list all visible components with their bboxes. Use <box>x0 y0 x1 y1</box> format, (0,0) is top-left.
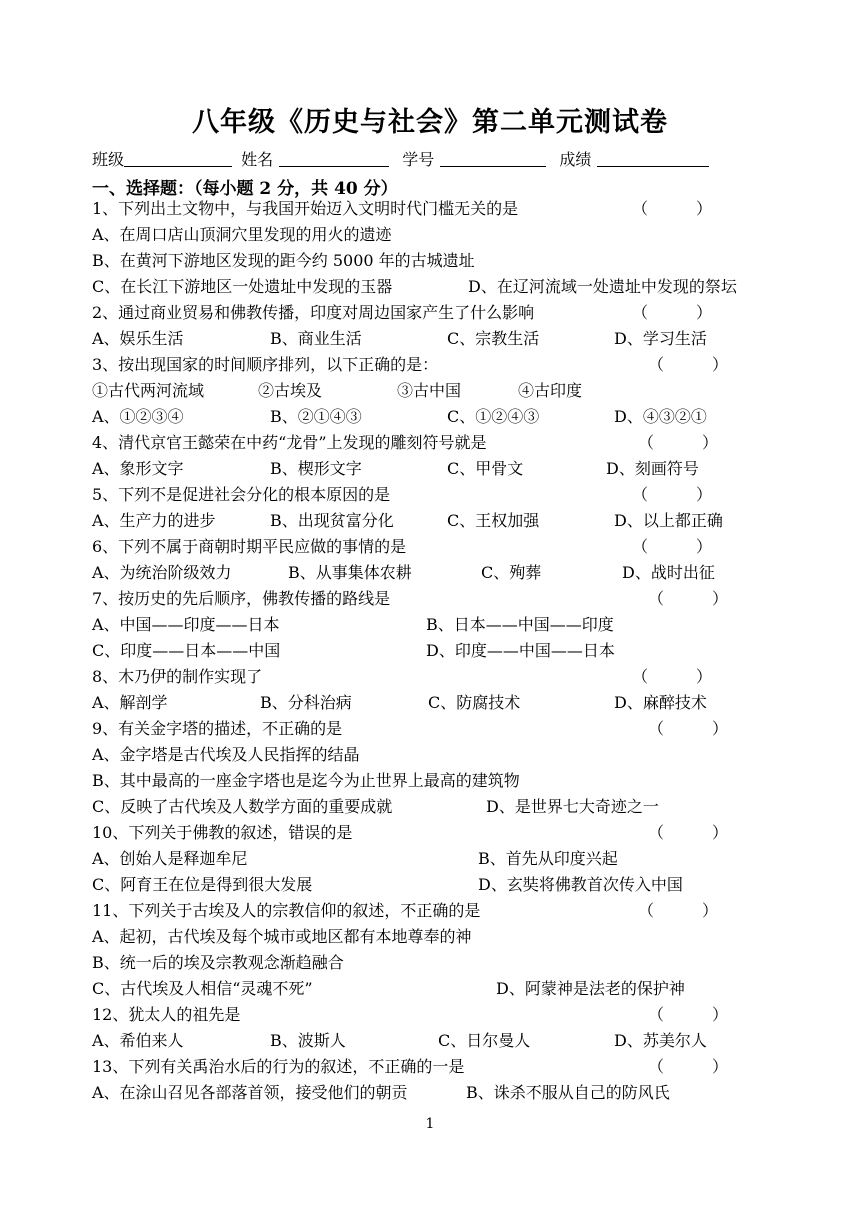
option: A、希伯来人 <box>92 1031 184 1050</box>
option: D、麻醉技术 <box>614 693 707 712</box>
option: D、苏美尔人 <box>614 1031 707 1050</box>
option: B、楔形文字 <box>270 459 362 478</box>
question-text: 3、按出现国家的时间顺序排列，以下正确的是： <box>92 355 439 374</box>
option: C、宗教生活 <box>447 329 540 348</box>
option: A、在周口店山顶洞穴里发现的用火的遗迹 <box>92 225 392 244</box>
option: A、中国——印度——日本 <box>92 615 280 634</box>
option: A、象形文字 <box>92 459 184 478</box>
option: B、②①④③ <box>270 407 362 426</box>
score-blank[interactable] <box>597 150 709 167</box>
option: C、古代埃及人相信“灵魂不死” <box>92 979 313 998</box>
option: C、防腐技术 <box>428 693 521 712</box>
question-text: 11、下列关于古埃及人的宗教信仰的叙述，不正确的是 <box>92 901 481 920</box>
option: C、殉葬 <box>481 563 542 582</box>
name-label: 姓名 <box>241 150 274 169</box>
list-item: ③古中国 <box>397 381 462 400</box>
question-text: 7、按历史的先后顺序，佛教传播的路线是 <box>92 589 391 608</box>
list-item: ②古埃及 <box>258 381 323 400</box>
option: D、是世界七大奇迹之一 <box>486 797 659 816</box>
answer-paren[interactable]: （ ） <box>632 303 713 322</box>
answer-paren[interactable]: （ ） <box>638 433 719 452</box>
option: C、在长江下游地区一处遗址中发现的玉器 <box>92 277 393 296</box>
answer-paren[interactable]: （ ） <box>648 719 729 738</box>
page-title: 八年级《历史与社会》第二单元测试卷 <box>192 107 668 138</box>
option: A、在涂山召见各部落首领，接受他们的朝贡 <box>92 1083 408 1102</box>
question-text: 9、有关金字塔的描述，不正确的是 <box>92 719 343 738</box>
option: C、阿育王在位是得到很大发展 <box>92 875 313 894</box>
answer-paren[interactable]: （ ） <box>648 1005 729 1024</box>
answer-paren[interactable]: （ ） <box>632 485 713 504</box>
student-info-row <box>92 147 709 170</box>
option: B、在黄河下游地区发现的距今约 5000 年的古城遗址 <box>92 251 475 270</box>
answer-paren[interactable]: （ ） <box>648 823 729 842</box>
answer-paren[interactable]: （ ） <box>648 355 729 374</box>
question-text: 6、下列不属于商朝时期平民应做的事情的是 <box>92 537 407 556</box>
option: C、甲骨文 <box>447 459 524 478</box>
option: A、娱乐生活 <box>92 329 184 348</box>
option: C、日尔曼人 <box>438 1031 531 1050</box>
option: D、战时出征 <box>622 563 715 582</box>
option: A、生产力的进步 <box>92 511 216 530</box>
question-text: 4、清代京官王懿荣在中药“龙骨”上发现的雕刻符号就是 <box>92 433 487 452</box>
option: A、创始人是释迦牟尼 <box>92 849 248 868</box>
option: B、诛杀不服从自己的防风氏 <box>466 1083 670 1102</box>
option: B、出现贫富分化 <box>270 511 394 530</box>
score-label: 成绩 <box>559 150 592 169</box>
option: B、分科治病 <box>260 693 352 712</box>
question-text: 10、下列关于佛教的叙述，错误的是 <box>92 823 353 842</box>
answer-paren[interactable]: （ ） <box>632 199 713 218</box>
list-item: ①古代两河流域 <box>92 381 205 400</box>
class-label: 班级 <box>92 150 125 169</box>
option: D、刻画符号 <box>606 459 699 478</box>
option: C、①②④③ <box>447 407 540 426</box>
option: D、学习生活 <box>614 329 707 348</box>
answer-paren[interactable]: （ ） <box>632 667 713 686</box>
option: A、金字塔是古代埃及人民指挥的结晶 <box>92 745 360 764</box>
option: C、印度——日本——中国 <box>92 641 281 660</box>
question-text: 5、下列不是促进社会分化的根本原因的是 <box>92 485 391 504</box>
answer-paren[interactable]: （ ） <box>648 1057 729 1076</box>
option: B、首先从印度兴起 <box>478 849 618 868</box>
option: A、起初，古代埃及每个城市或地区都有本地尊奉的神 <box>92 927 472 946</box>
section-title: 一、选择题：（每小题 2 分，共 40 分） <box>92 179 398 199</box>
question-text: 13、下列有关禹治水后的行为的叙述，不正确的一是 <box>92 1057 465 1076</box>
answer-paren[interactable]: （ ） <box>638 901 719 920</box>
id-blank[interactable] <box>440 150 546 167</box>
option: B、波斯人 <box>270 1031 346 1050</box>
option: B、其中最高的一座金字塔也是迄今为止世界上最高的建筑物 <box>92 771 520 790</box>
answer-paren[interactable]: （ ） <box>648 589 729 608</box>
option: D、玄奘将佛教首次传入中国 <box>478 875 683 894</box>
option: B、日本——中国——印度 <box>426 615 614 634</box>
option: B、统一后的埃及宗教观念渐趋融合 <box>92 953 344 972</box>
option: B、从事集体农耕 <box>288 563 412 582</box>
option: D、在辽河流域一处遗址中发现的祭坛 <box>468 277 737 296</box>
option: D、④③②① <box>614 407 707 426</box>
option: C、反映了古代埃及人数学方面的重要成就 <box>92 797 393 816</box>
question-text: 2、通过商业贸易和佛教传播，印度对周边国家产生了什么影响 <box>92 303 535 322</box>
name-blank[interactable] <box>279 150 389 167</box>
question-text: 1、下列出土文物中，与我国开始迈入文明时代门槛无关的是 <box>92 199 519 218</box>
option: A、为统治阶级效力 <box>92 563 232 582</box>
option: B、商业生活 <box>270 329 362 348</box>
option: A、①②③④ <box>92 407 184 426</box>
id-label: 学号 <box>402 150 435 169</box>
question-text: 12、犹太人的祖先是 <box>92 1005 241 1024</box>
page-number: 1 <box>425 1116 435 1132</box>
option: D、阿蒙神是法老的保护神 <box>496 979 685 998</box>
option: A、解剖学 <box>92 693 168 712</box>
class-blank[interactable] <box>124 150 232 167</box>
question-text: 8、木乃伊的制作实现了 <box>92 667 263 686</box>
option: C、王权加强 <box>447 511 540 530</box>
option: D、印度——中国——日本 <box>426 641 615 660</box>
list-item: ④古印度 <box>518 381 583 400</box>
option: D、以上都正确 <box>614 511 723 530</box>
answer-paren[interactable]: （ ） <box>632 537 713 556</box>
